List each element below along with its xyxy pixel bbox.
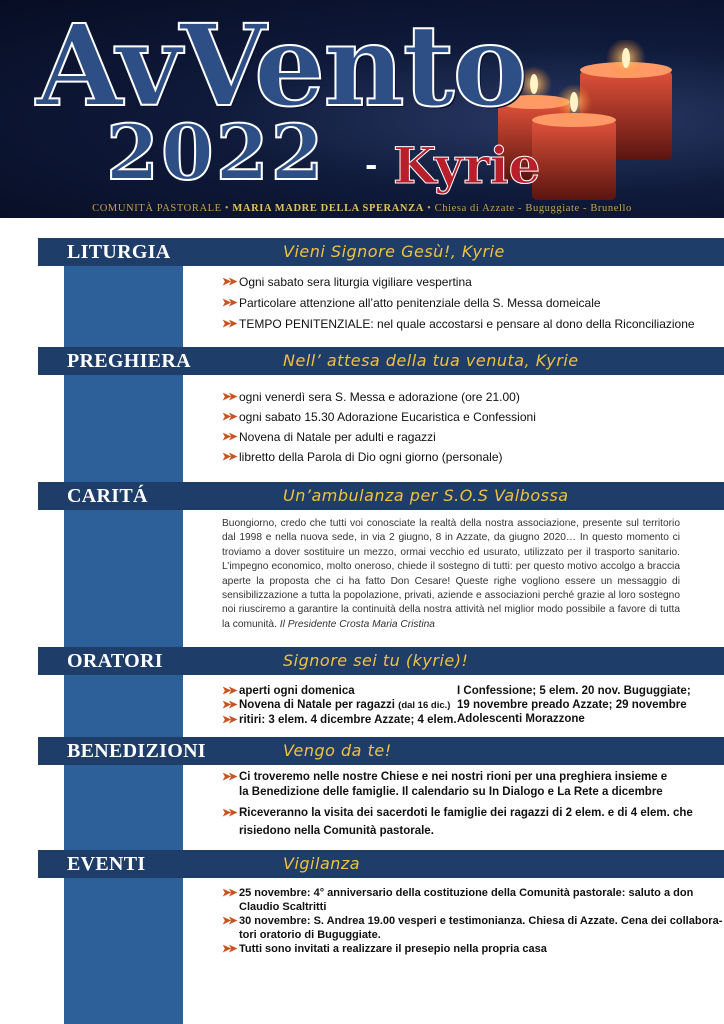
list-item: ➤➤ ritiri: 3 elem. 4 dicembre Azzate; 4 elem.	[222, 714, 457, 726]
double-chevron-right-icon: ➤➤	[222, 276, 235, 288]
double-chevron-right-icon: ➤➤	[222, 411, 235, 423]
double-chevron-right-icon: ➤➤	[222, 807, 235, 819]
eventi-list	[222, 886, 722, 956]
double-chevron-right-icon: ➤➤	[222, 318, 235, 330]
section-title-carita: CARITÁ	[67, 485, 148, 507]
list-item: ➤➤ Ci troveremo nelle nostre Chiese e nei nostri rioni per una preghiera insieme e	[222, 771, 668, 783]
double-chevron-right-icon: ➤➤	[222, 431, 235, 443]
double-chevron-right-icon: ➤➤	[222, 451, 235, 463]
list-item: Adolescenti Morazzone	[457, 713, 585, 725]
double-chevron-right-icon: ➤➤	[222, 771, 235, 783]
list-item: ➤➤ ogni sabato 15.30 Adorazione Eucaristica e Confessioni	[222, 410, 536, 424]
oratori-right-column	[457, 684, 691, 726]
subtitle-name: MARIA MADRE DELLA SPERANZA	[232, 203, 424, 214]
double-chevron-right-icon: ➤➤	[222, 685, 235, 697]
list-item: ➤➤ libretto della Parola di Dio ogni giorno (personale)	[222, 450, 503, 464]
list-item: ➤➤ TEMPO PENITENZIALE: nel quale accostarsi e pensare al dono della Riconciliazione	[222, 317, 695, 331]
list-item: ➤➤ Novena di Natale per ragazzi (dal 16 dic.)	[222, 699, 451, 711]
list-item: ➤➤ Tutti sono invitati a realizzare il presepio nella propria casa	[222, 943, 547, 955]
list-item: ➤➤ Ogni sabato sera liturgia vigiliare vespertina	[222, 275, 472, 289]
section-subtitle-liturgia: Vieni Signore Gesù!, Kyrie	[283, 242, 505, 261]
list-item: ➤➤ 30 novembre: S. Andrea 19.00 vesperi e testimonianza. Chiesa di Azzate. Cena dei collabora-	[222, 915, 723, 927]
double-chevron-right-icon: ➤➤	[222, 915, 235, 927]
section-title-oratori: ORATORI	[67, 650, 163, 672]
section-subtitle-carita: Un’ambulanza per S.O.S Valbossa	[283, 486, 569, 505]
double-chevron-right-icon: ➤➤	[222, 887, 235, 899]
section-subtitle-benedizioni: Vengo da te!	[283, 741, 392, 760]
list-item-continuation: risiedono nella Comunità pastorale.	[239, 825, 434, 837]
title-kyrie: Kyrie	[393, 136, 541, 195]
subtitle-places: Chiesa di Azzate - Buguggiate - Brunello	[434, 203, 632, 214]
section-subtitle-oratori: Signore sei tu (kyrie)!	[283, 651, 469, 670]
list-item-continuation: la Benedizione delle famiglie. Il calendario su In Dialogo e La Rete a dicembre	[239, 786, 663, 798]
community-subtitle	[0, 200, 724, 218]
title-avvento: AvVento	[36, 1, 526, 132]
list-item: ➤➤ Particolare attenzione all’atto penitenziale della S. Messa domeicale	[222, 296, 601, 310]
preghiera-list	[222, 390, 702, 470]
section-title-preghiera: PREGHIERA	[67, 350, 191, 372]
list-item: ➤➤ 25 novembre: 4° anniversario della costituzione della Comunità pastorale: saluto a don	[222, 887, 694, 899]
double-chevron-right-icon: ➤➤	[222, 297, 235, 309]
double-chevron-right-icon: ➤➤	[222, 714, 235, 726]
double-chevron-right-icon: ➤➤	[222, 699, 235, 711]
list-item: I Confessione; 5 elem. 20 nov. Buguggiate;	[457, 685, 691, 697]
list-item: ➤➤ Novena di Natale per adulti e ragazzi	[222, 430, 436, 444]
list-item: ➤➤ ogni venerdì sera S. Messa e adorazione (ore 21.00)	[222, 390, 520, 404]
novena-date-note: (dal 16 dic.)	[398, 700, 451, 711]
double-chevron-right-icon: ➤➤	[222, 391, 235, 403]
title-year: 2022	[106, 108, 326, 197]
liturgia-list	[222, 275, 702, 338]
section-title-benedizioni: BENEDIZIONI	[67, 740, 206, 762]
carita-letter	[222, 517, 680, 632]
oratori-left-column	[222, 684, 457, 727]
list-item: ➤➤ aperti ogni domenica	[222, 685, 355, 697]
list-item: 19 novembre preado Azzate; 29 novembre	[457, 699, 687, 711]
section-title-eventi: EVENTI	[67, 853, 146, 875]
header-banner	[0, 0, 724, 218]
carita-signature: Il Presidente Crosta Maria Cristina	[279, 618, 435, 630]
section-subtitle-preghiera: Nell’ attesa della tua venuta, Kyrie	[283, 351, 579, 370]
subtitle-bullet: •	[224, 203, 230, 214]
section-subtitle-eventi: Vigilanza	[283, 854, 361, 873]
benedizioni-list	[222, 770, 693, 839]
list-item-continuation: Claudio Scaltritti	[239, 901, 327, 913]
list-item: ➤➤ Riceveranno la visita dei sacerdoti le famiglie dei ragazzi di 2 elem. e di 4 elem. che	[222, 807, 693, 819]
section-title-liturgia: LITURGIA	[67, 241, 171, 263]
subtitle-bullet: •	[427, 203, 432, 214]
title-dash: -	[365, 148, 378, 183]
double-chevron-right-icon: ➤➤	[222, 943, 235, 955]
carita-text: Buongiorno, credo che tutti voi conosciate la realtà della nostra associazione, presente sul territorio dal 1998 e nella nuova sede, in via 2 giugno, 8 in Azzate, da giugno 2020… In questo momento ci troviamo a dover sostituire un mezzo, ormai vecchio ed usurato, utilizzato per il trasporto sanitario. L’impegno economico, molto oneroso, chiede il sostegno di tutti: per questo motivo accolgo a braccia aperte la proposta che ci ha fatto Don Cesare! Queste righe vogliono essere un messaggio di sensibilizzazione a tutta la popolazione, privati, aziende e associazioni perché grazie al loro sostegno noi riusciremo a garantire la continuità della nostra attività nel miglior modo possibile a favore di tutta la comunità.	[222, 518, 680, 630]
list-item-continuation: tori oratorio di Buguggiate.	[239, 929, 381, 941]
subtitle-prefix: COMUNITÀ PASTORALE	[92, 203, 222, 214]
